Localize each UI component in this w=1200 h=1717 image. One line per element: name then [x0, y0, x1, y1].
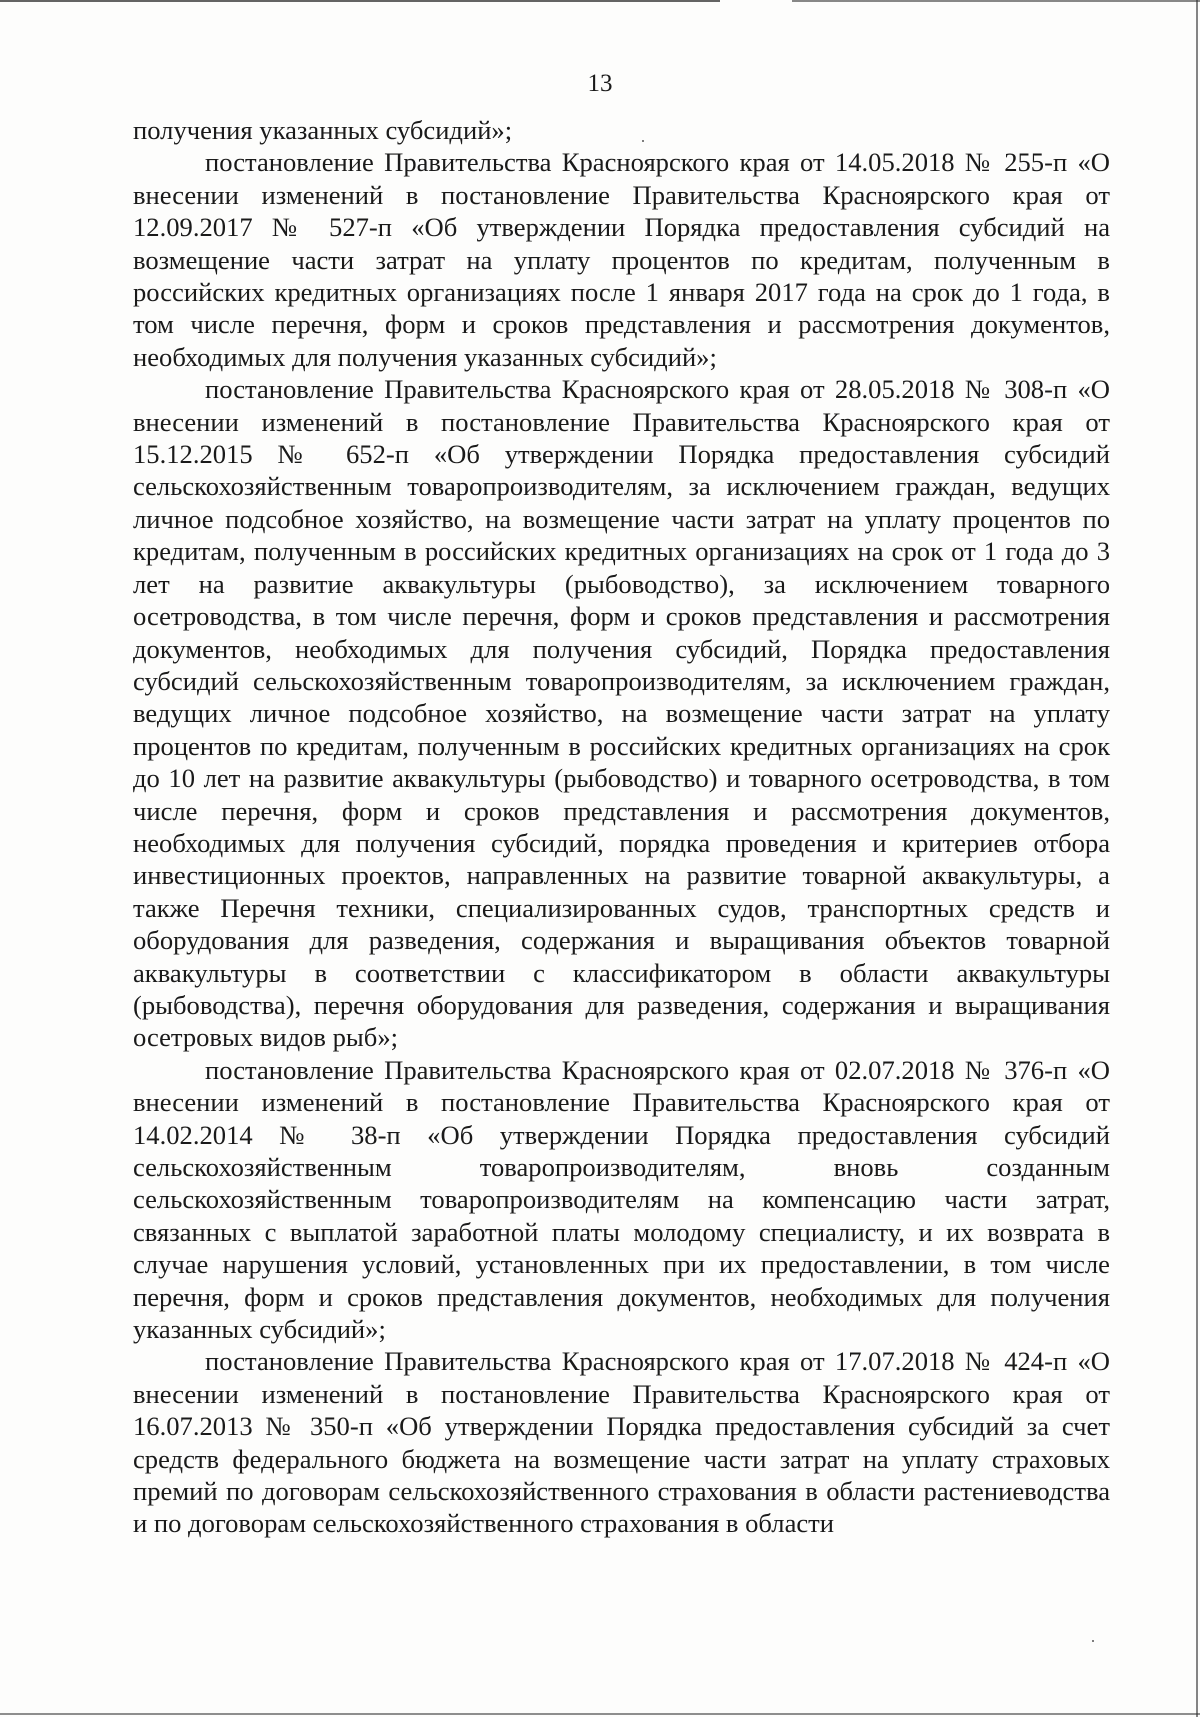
scan-edge-right [1196, 0, 1198, 1717]
scan-speck [1092, 1640, 1094, 1642]
paragraph: получения указанных субсидий»; [133, 115, 513, 145]
paragraph: постановление Правительства Красноярского края от 28.05.2018 № 308-п «О внесении изменений в постановление Правительства Красноярского края от 15.12.2015 № 652-п «Об утверждении Порядка предоставления субсидий сельскохозяйственным товаропроизводителям, за исключением граждан, ведущих личное подсобное хозяйство, на возмещение части затрат на уплату процентов по кредитам, полученным в российских кредитных организациях на срок от 1 года до 3 лет на развитие аквакультуры (рыбоводство), за исключением товарного осетроводства, в том числе перечня, форм и сроков представления и рассмотрения документов, необходимых для получения субсидий, Порядка предоставления субсидий сельскохозяйственным товаропроизводителям, за исключением граждан, ведущих личное подсобное хозяйство, на возмещение части затрат на уплату процентов по кредитам, полученным в российских кредитных организациях на срок до 10 лет на развитие аквакультуры (рыбоводство) и товарного осетроводства, в том числе перечня, форм и сроков представления и рассмотрения документов, необходимых для получения субсидий, порядка проведения и критериев отбора инвестиционных проектов, направленных на развитие товарной аквакультуры, а также Перечня техники, специализированных судов, транспортных средств и оборудования для разведения, содержания и выращивания объектов товарной аквакультуры в соответствии с классификатором в области аквакультуры (рыбоводства), перечня оборудования для разведения, содержания и выращивания осетровых видов рыб»; [133, 374, 1110, 1053]
page-number: 13 [587, 70, 613, 97]
document-body [133, 114, 1110, 1540]
scan-edge-bottom [0, 1713, 1200, 1715]
paragraph: постановление Правительства Красноярского края от 14.05.2018 № 255-п «О внесении изменений в постановление Правительства Красноярского края от 12.09.2017 № 527-п «Об утверждении Порядка предоставления субсидий на возмещение части затрат на уплату процентов по кредитам, полученным в российских кредитных организациях после 1 января 2017 года на срок до 1 года, в том числе перечня, форм и сроков представления и рассмотрения документов, необходимых для получения указанных субсидий»; [133, 147, 1110, 372]
paragraph: постановление Правительства Красноярского края от 17.07.2018 № 424-п «О внесении изменений в постановление Правительства Красноярского края от 16.07.2013 № 350-п «Об утверждении Порядка предоставления субсидий за счет средств федерального бюджета на возмещение части затрат на уплату страховых премий по договорам сельскохозяйственного страхования в области растениеводства и по договорам сельскохозяйственного страхования в области [133, 1346, 1110, 1539]
scan-edge-top [0, 0, 1200, 2]
paragraph: постановление Правительства Красноярского края от 02.07.2018 № 376-п «О внесении изменений в постановление Правительства Красноярского края от 14.02.2014 № 38-п «Об утверждении Порядка предоставления субсидий сельскохозяйственным товаропроизводителям, вновь созданным сельскохозяйственным товаропроизводителям на компенсацию части затрат, связанных с выплатой заработной платы молодому специалисту, и их возврата в случае нарушения условий, установленных при их предоставлении, в том числе перечня, форм и сроков представления документов, необходимых для получения указанных субсидий»; [133, 1054, 1110, 1345]
